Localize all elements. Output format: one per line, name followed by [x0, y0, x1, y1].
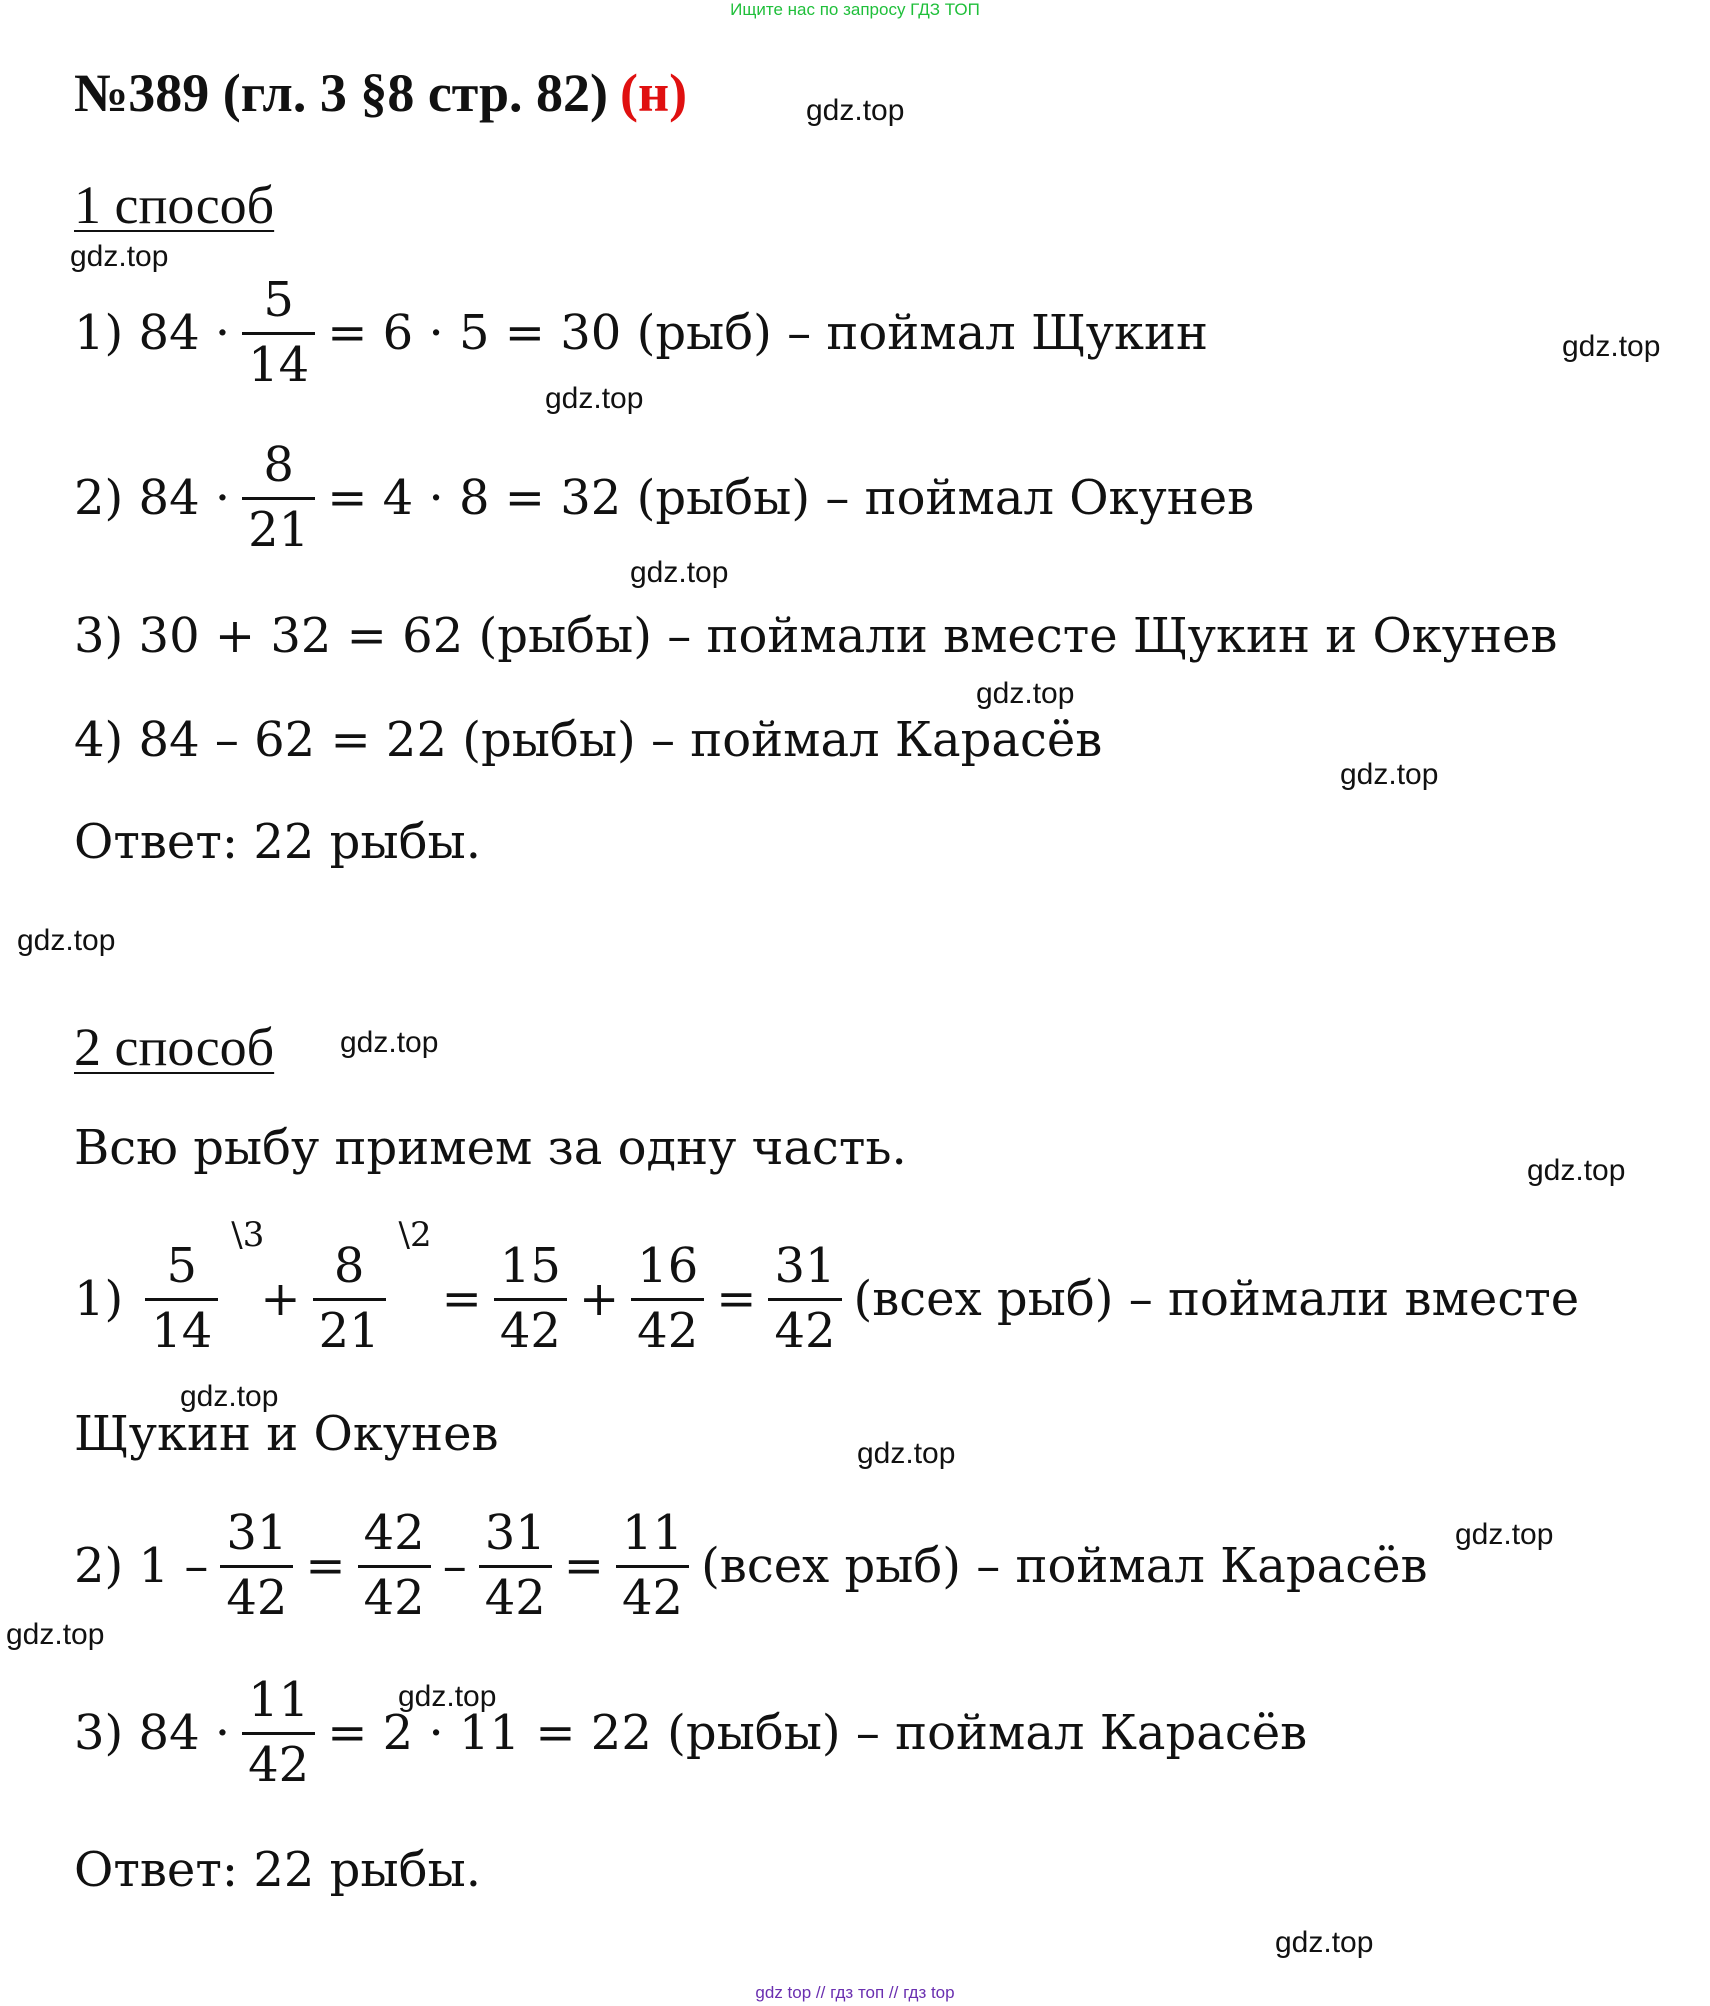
- numerator: 8: [263, 437, 294, 493]
- step-label: 2) 1 –: [74, 1538, 209, 1595]
- denominator: 42: [248, 1736, 310, 1793]
- step-post: = 2 · 11 = 22 (рыбы) – поймал Карасёв: [327, 1705, 1308, 1762]
- method2-answer: Ответ: 22 рыбы.: [74, 1842, 481, 1898]
- step-text: (всех рыб) – поймали вместе: [853, 1271, 1580, 1328]
- step-text: (всех рыб) – поймал Карасёв: [701, 1538, 1428, 1595]
- fraction: [242, 437, 315, 559]
- watermark: gdz.top: [806, 94, 905, 127]
- fraction: [358, 1505, 431, 1627]
- denominator: 42: [637, 1302, 699, 1359]
- fraction-bar: [616, 1565, 689, 1568]
- fraction: [768, 1238, 841, 1360]
- step-pre: 2) 84 ·: [74, 470, 231, 527]
- fraction: [220, 1505, 293, 1627]
- method2-step1-cont: Щукин и Окунев: [74, 1406, 499, 1462]
- step-pre: 3) 84 ·: [74, 1705, 231, 1762]
- multiplier-note: \2: [398, 1215, 432, 1255]
- numerator: 8: [333, 1238, 365, 1294]
- equals: =: [441, 1271, 482, 1328]
- fraction-bar: [479, 1565, 552, 1568]
- title-tag: (н): [620, 63, 688, 123]
- watermark: gdz.top: [17, 924, 116, 957]
- method1-step3: 3) 30 + 32 = 62 (рыбы) – поймали вместе Щукин и Окунев: [74, 608, 1558, 664]
- denominator: 42: [226, 1569, 288, 1626]
- fraction-bar: [145, 1298, 218, 1301]
- watermark: gdz.top: [1455, 1518, 1554, 1551]
- watermark: gdz.top: [545, 382, 644, 415]
- numerator: 31: [774, 1238, 836, 1294]
- fraction-bar: [242, 1732, 315, 1735]
- fraction-bar: [220, 1565, 293, 1568]
- method2-step2: [74, 1505, 1428, 1627]
- fraction-bar: [494, 1298, 567, 1301]
- operator: +: [260, 1271, 301, 1328]
- fraction-bar: [631, 1298, 704, 1301]
- denominator: 42: [774, 1302, 836, 1359]
- top-banner: Ищите нас по запросу ГДЗ ТОП: [730, 0, 980, 19]
- watermark: gdz.top: [6, 1618, 105, 1651]
- step-label: 1): [74, 1271, 124, 1328]
- denominator: 42: [363, 1569, 425, 1626]
- fraction-bar: [242, 332, 315, 335]
- watermark: gdz.top: [1275, 1926, 1374, 1959]
- fraction-bar: [242, 497, 315, 500]
- method2-step3: [74, 1672, 1307, 1794]
- step-post: = 6 · 5 = 30 (рыб) – поймал Щукин: [327, 305, 1208, 362]
- numerator: 15: [499, 1238, 561, 1294]
- watermark: gdz.top: [70, 240, 169, 273]
- method1-heading: 1 способ: [74, 175, 275, 235]
- operator: –: [442, 1538, 467, 1595]
- watermark: gdz.top: [857, 1437, 956, 1470]
- fraction-bar: [358, 1565, 431, 1568]
- watermark: gdz.top: [398, 1680, 497, 1713]
- fraction: [479, 1505, 552, 1627]
- fraction: [242, 272, 315, 394]
- numerator: 5: [166, 1238, 198, 1294]
- watermark: gdz.top: [340, 1026, 439, 1059]
- numerator: 5: [263, 272, 294, 328]
- watermark: gdz.top: [1527, 1154, 1626, 1187]
- watermark: gdz.top: [976, 677, 1075, 710]
- denominator: 14: [248, 336, 310, 393]
- step-pre: 1) 84 ·: [74, 305, 231, 362]
- method1-step4: 4) 84 – 62 = 22 (рыбы) – поймал Карасёв: [74, 712, 1103, 768]
- method2-step1: [74, 1215, 1580, 1360]
- fraction-bar: [313, 1298, 386, 1301]
- method2-heading: 2 способ: [74, 1017, 275, 1077]
- denominator: 21: [318, 1302, 380, 1359]
- numerator: 16: [637, 1238, 699, 1294]
- denominator: 21: [248, 501, 310, 558]
- fraction-bar: [768, 1298, 841, 1301]
- equals: =: [563, 1538, 604, 1595]
- denominator: 14: [151, 1302, 213, 1359]
- title-main: №389 (гл. 3 §8 стр. 82): [74, 63, 608, 123]
- watermark: gdz.top: [180, 1380, 279, 1413]
- denominator: 42: [499, 1302, 561, 1359]
- numerator: 42: [363, 1505, 425, 1561]
- fraction: [631, 1238, 704, 1360]
- numerator: 31: [484, 1505, 546, 1561]
- numerator: 31: [226, 1505, 288, 1561]
- step-post: = 4 · 8 = 32 (рыбы) – поймал Окунев: [327, 470, 1255, 527]
- operator: +: [578, 1271, 620, 1328]
- fraction: [242, 1672, 315, 1794]
- numerator: 11: [622, 1505, 684, 1561]
- fraction: [616, 1505, 689, 1627]
- fraction: [313, 1215, 432, 1360]
- method1-answer: Ответ: 22 рыбы.: [74, 814, 481, 870]
- watermark: gdz.top: [630, 556, 729, 589]
- fraction: [145, 1215, 265, 1360]
- watermark: gdz.top: [1562, 330, 1661, 363]
- method1-step1: [74, 272, 1208, 394]
- denominator: 42: [622, 1569, 684, 1626]
- numerator: 11: [248, 1672, 310, 1728]
- method2-intro: Всю рыбу примем за одну часть.: [74, 1120, 907, 1176]
- multiplier-note: \3: [231, 1215, 265, 1255]
- equals: =: [305, 1538, 346, 1595]
- watermark: gdz.top: [1340, 758, 1439, 791]
- method1-step2: [74, 437, 1254, 559]
- footer-links: gdz top // гдз топ // гдз top: [755, 1983, 955, 2002]
- denominator: 42: [484, 1569, 546, 1626]
- page-title: [74, 63, 688, 123]
- fraction: [494, 1238, 567, 1360]
- equals: =: [716, 1271, 757, 1328]
